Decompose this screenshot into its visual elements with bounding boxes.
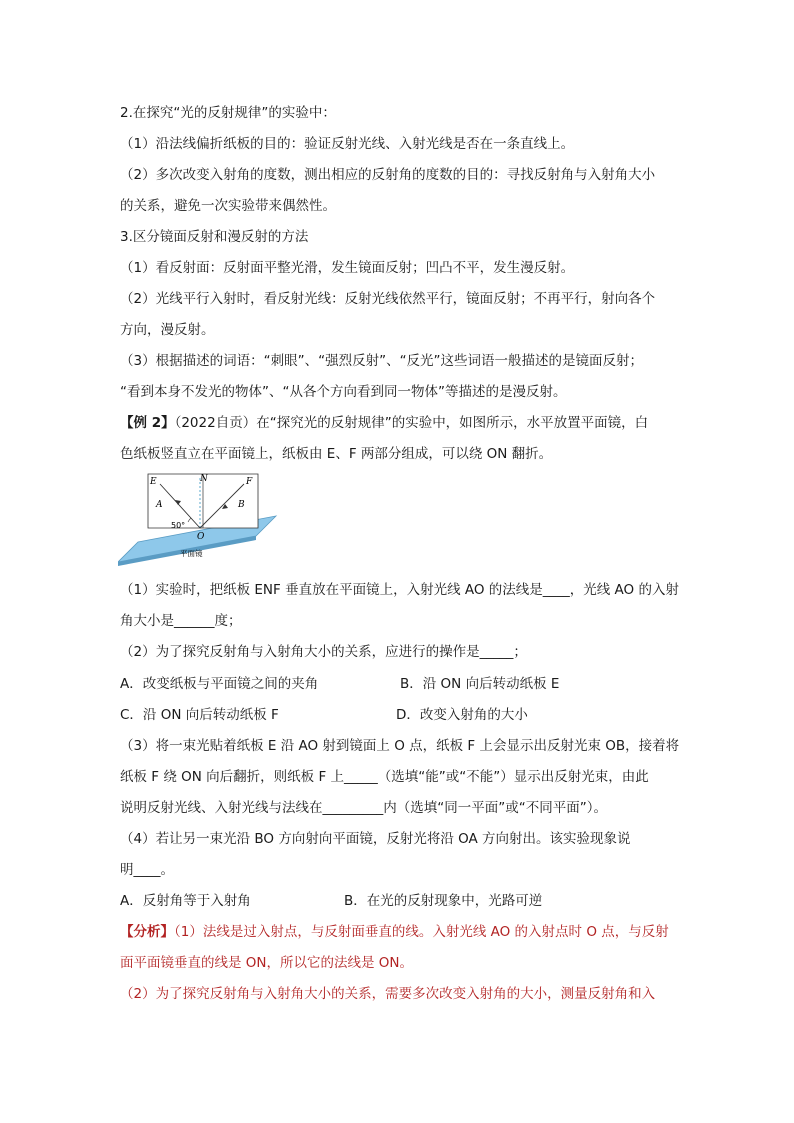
option-C: C．沿 ON 向后转动纸板 F: [120, 707, 279, 723]
example-tag: 【例 2】: [120, 415, 175, 431]
label-O: O: [197, 532, 205, 542]
label-B: B: [238, 500, 245, 510]
question-2: （2）为了探究反射角与入射角大小的关系，应进行的操作是_____；: [120, 644, 527, 660]
option-4B: B．在光的反射现象中，光路可逆: [344, 893, 543, 909]
heading-mirror-vs-diffuse: 3.区分镜面反射和漫反射的方法: [120, 229, 309, 245]
angle-label: 50°: [171, 521, 186, 530]
analysis-text: （1）法线是过入射点，与反射面垂直的线。入射光线 AO 的入射点时 O 点，与反射: [174, 924, 669, 940]
analysis-line-1: [120, 923, 680, 941]
option-D: D．改变入射角的大小: [396, 707, 528, 723]
analysis-tag: 【分析】: [120, 924, 174, 940]
label-A: A: [156, 500, 163, 510]
question-3-line-3: 说明反射光线、入射光线与法线在_________内（选填“同一平面”或“不同平面”）。: [120, 800, 607, 816]
text-line: （3）根据描述的词语：“刺眼”、“强烈反射”、“反光”这些词语一般描述的是镜面反射；: [120, 353, 644, 369]
text-line: （2）光线平行入射时，看反射光线：反射光线依然平行，镜面反射；不再平行，射向各个: [120, 291, 656, 307]
text-line: （1）看反射面：反射面平整光滑，发生镜面反射；凹凸不平，发生漫反射。: [120, 260, 575, 276]
label-E: E: [150, 477, 157, 487]
options-row-2: [120, 706, 680, 724]
question-3-line-2: 纸板 F 绕 ON 向后翻折，则纸板 F 上_____（选填“能”或“不能”）显示出反射光束，由此: [120, 769, 649, 785]
option-4A: A．反射角等于入射角: [120, 893, 251, 909]
text-line: 方向，漫反射。: [120, 322, 215, 338]
option-A: A．改变纸板与平面镜之间的夹角: [120, 676, 319, 692]
example-header: [120, 414, 680, 432]
example-text: （2022自贡）在“探究光的反射规律”的实验中，如图所示，水平放置平面镜，白: [174, 415, 649, 431]
mirror-label: 平面镜: [180, 549, 203, 558]
text-line: （2）多次改变入射角的度数，测出相应的反射角的度数的目的：寻找反射角与入射角大小: [120, 167, 656, 183]
question-4-line-2: 明____。: [120, 862, 174, 878]
heading-reflection-law: 2.在探究“光的反射规律”的实验中：: [120, 105, 336, 121]
text-line: 色纸板竖直立在平面镜上，纸板由 E、F 两部分组成，可以绕 ON 翻折。: [120, 446, 553, 462]
label-F: F: [246, 477, 253, 487]
question-4-line-1: （4）若让另一束光沿 BO 方向射向平面镜，反射光将沿 OA 方向射出。该实验现象说: [120, 831, 631, 847]
options-row-3: [120, 892, 680, 910]
question-1-line-1: （1）实验时，把纸板 ENF 垂直放在平面镜上，入射光线 AO 的法线是____，光线 AO 的入射: [120, 582, 679, 598]
reflection-experiment-figure: [118, 470, 278, 570]
text-line: “看到本身不发光的物体”、“从各个方向看到同一物体”等描述的是漫反射。: [120, 384, 567, 400]
options-row-1: [120, 675, 680, 693]
label-N: N: [200, 474, 208, 484]
text-line: 的关系，避免一次实验带来偶然性。: [120, 198, 336, 214]
text-line: （1）沿法线偏折纸板的目的：验证反射光线、入射光线是否在一条直线上。: [120, 136, 575, 152]
question-3-line-1: （3）将一束光贴着纸板 E 沿 AO 射到镜面上 O 点，纸板 F 上会显示出反射光束 OB，接着将: [120, 738, 680, 754]
question-1-line-2: 角大小是______度；: [120, 613, 242, 629]
analysis-line-2: 面平面镜垂直的线是 ON，所以它的法线是 ON。: [120, 955, 414, 971]
option-B: B．沿 ON 向后转动纸板 E: [400, 676, 560, 692]
analysis-line-3: （2）为了探究反射角与入射角大小的关系，需要多次改变入射角的大小，测量反射角和入: [120, 986, 656, 1002]
